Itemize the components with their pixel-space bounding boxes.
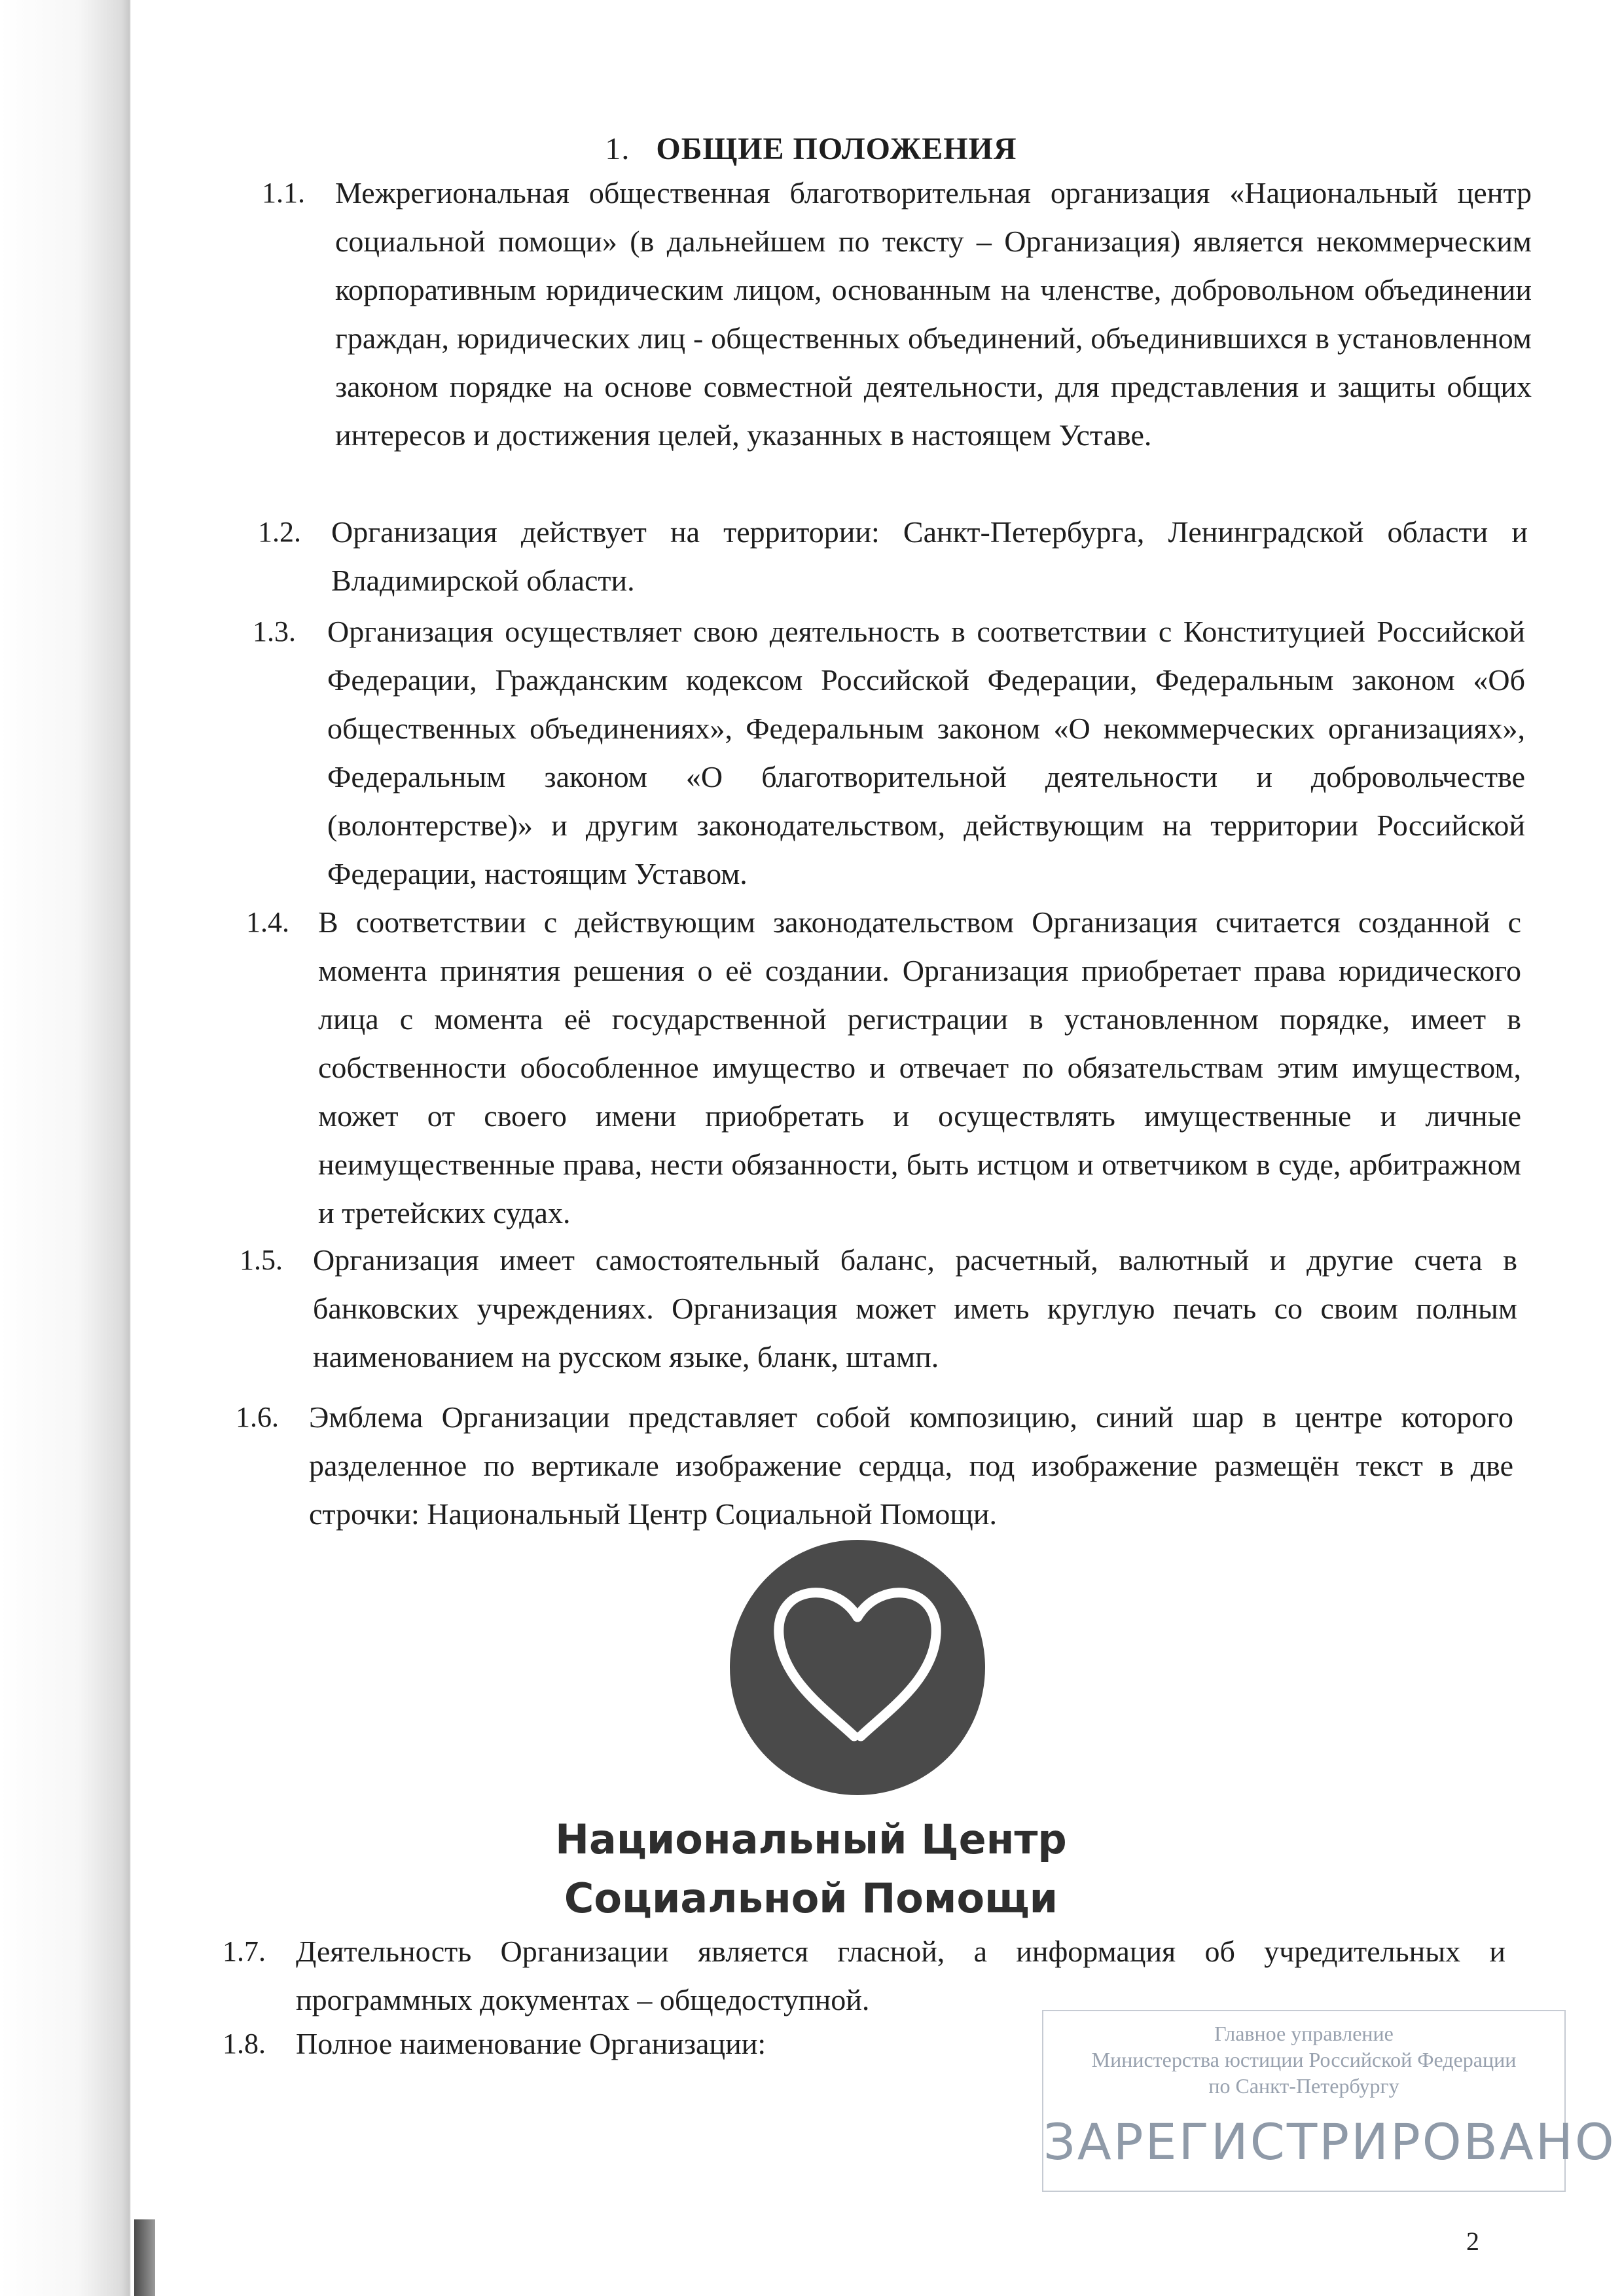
clause-number: 1.5. [240,1244,283,1276]
clause-text: Организация имеет самостоятельный баланс, расчетный, валютный и другие счета в банковских учреждениях. Организация может иметь круглую печать со своим полным наименованием на русском языке, бланк, штамп. [313,1243,1517,1374]
scan-edge-shadow [0,0,131,2296]
clause-text: Межрегиональная общественная благотворительная организация «Национальный центр социальной помощи» (в дальнейшем по тексту – Организация) является некоммерческим корпоративным юридическим лицом, основанным на членстве, добровольном объединении граждан, юридических лиц - общественных объединений, объединившихся в установленном законом порядке на основе совместной деятельности, для представления и защиты общих интересов и достижения целей, указанных в настоящем Уставе. [335,176,1532,452]
section-heading [0,131,1622,167]
heart-emblem-icon [730,1540,985,1795]
emblem-caption [0,1810,1622,1928]
emblem-line-2: Социальной Помощи [564,1874,1058,1922]
clause-number: 1.2. [258,516,301,548]
stamp-registered-text: ЗАРЕГИСТРИРОВАНО [1043,2113,1616,2171]
scan-edge-dark [134,2219,155,2296]
clause-1-1 [262,169,1532,460]
stamp-line-2: Министерства юстиции Российской Федерации [1091,2048,1517,2071]
section-number: 1. [605,132,630,166]
clause-1-3 [253,608,1525,898]
clause-text: Организация осуществляет свою деятельность в соответствии с Конституцией Российской Федерации, Гражданским кодексом Российской Федерации, Федеральным законом «Об общественных объединениях», Федеральным законом «О некоммерческих организациях», Федеральным законом «О благотворительной деятельности и добровольчестве (волонтерстве)» и другим законодательством, действующим на территории Российской Федерации, настоящим Уставом. [327,615,1525,890]
clause-text: Организация действует на территории: Санкт-Петербурга, Ленинградской области и Владимирской области. [331,515,1528,597]
clause-text: В соответствии с действующим законодательством Организация считается созданной с момента принятия решения о её создании. Организация приобретает права юридического лица с момента её государственной регистрации в установленном порядке, имеет в собственности обособленное имущество и отвечает по обязательствам этим имуществом, может от своего имени приобретать и осуществлять имущественные и личные неимущественные права, нести обязанности, быть истцом и ответчиком в суде, арбитражном и третейских судах. [318,905,1521,1230]
clause-1-8 [223,2020,1008,2068]
clause-number: 1.4. [246,906,289,938]
section-title: ОБЩИЕ ПОЛОЖЕНИЯ [656,132,1017,166]
stamp-line-1: Главное управление [1214,2022,1394,2045]
page-number: 2 [1466,2227,1479,2256]
clause-1-5 [240,1236,1517,1381]
clause-text: Эмблема Организации представляет собой композицию, синий шар в центре которого разделенное по вертикале изображение сердца, под изображение размещён текст в две строчки: Национальный Центр Социальной Помощи. [309,1400,1513,1531]
registration-stamp [1042,2010,1616,2192]
clause-number: 1.3. [253,615,296,647]
clause-1-2 [258,508,1528,605]
clause-1-4 [246,898,1521,1237]
emblem-line-1: Национальный Центр [555,1815,1067,1863]
clause-number: 1.1. [262,177,305,209]
stamp-line-3: по Санкт-Петербургу [1208,2074,1399,2098]
clause-number: 1.6. [236,1401,279,1433]
clause-text: Деятельность Организации является гласной, а информация об учредительных и программных документах – общедоступной. [296,1935,1505,2016]
clause-number: 1.8. [223,2028,266,2060]
clause-1-6 [236,1393,1513,1539]
clause-number: 1.7. [223,1935,266,1967]
clause-text: Полное наименование Организации: [296,2027,766,2060]
